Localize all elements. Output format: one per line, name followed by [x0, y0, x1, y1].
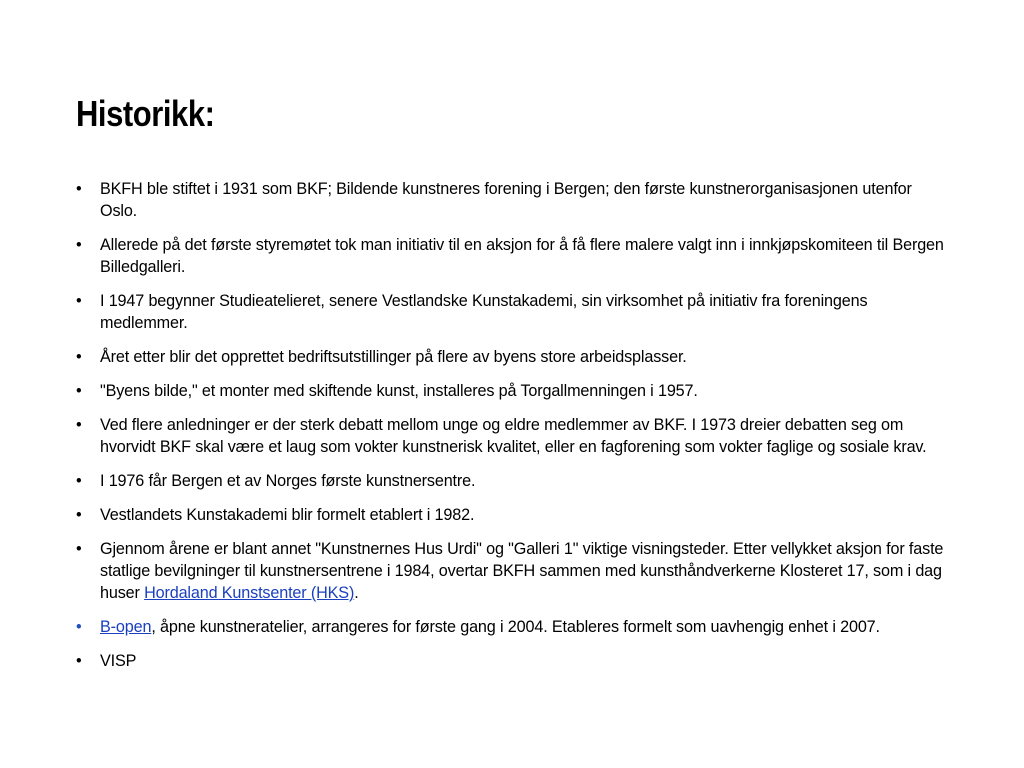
list-item-text: BKFH ble stiftet i 1931 som BKF; Bildende kunstneres forening i Bergen; den første kunstnerorganisasjonen utenfor Oslo.	[100, 180, 912, 220]
slide-title: Historikk:	[76, 93, 215, 134]
list-item-text: Ved flere anledninger er der sterk debatt mellom unge og eldre medlemmer av BKF. I 1973 dreier debatten seg om hvorvidt BKF skal være et laug som vokter kunstnerisk kvalitet, eller en fagforening som vokter faglige og sosiale krav.	[100, 416, 927, 456]
list-item-text-before-link: Gjennom årene er blant annet "Kunstnernes Hus Urdi" og "Galleri 1" viktige visningsteder. Etter vellykket aksjon for faste statlige bevilgninger til kunstnersentrene i 1984, overtar BKFH sammen med kunsthåndverkerne Klosteret 17, som i dag huser	[100, 540, 944, 602]
bullet-icon: •	[76, 292, 82, 310]
list-item	[76, 616, 946, 638]
bullet-icon: •	[76, 416, 82, 434]
list-item	[76, 414, 946, 458]
bullet-icon: •	[76, 236, 82, 254]
list-item	[76, 178, 946, 222]
list-item-text: VISP	[100, 652, 137, 670]
list-item-text	[100, 540, 943, 602]
list-item-text: I 1976 får Bergen et av Norges første kunstnersentre.	[100, 472, 476, 490]
list-item	[76, 346, 946, 368]
list-item-text: Allerede på det første styremøtet tok man initiativ til en aksjon for å få flere malere valgt inn i innkjøpskomiteen til Bergen Billedgalleri.	[100, 236, 944, 276]
bullet-icon: •	[76, 472, 82, 490]
list-item	[76, 234, 946, 278]
bullet-icon: •	[76, 652, 82, 670]
bullet-list	[76, 178, 946, 684]
list-item	[76, 470, 946, 492]
bullet-icon: •	[76, 180, 82, 198]
list-item-text-after-link: , åpne kunstneratelier, arrangeres for første gang i 2004. Etableres formelt som uavhengig enhet i 2007.	[151, 618, 880, 636]
bullet-icon: •	[76, 618, 82, 636]
list-item	[76, 650, 946, 672]
list-item-text	[100, 618, 880, 636]
bullet-icon: •	[76, 506, 82, 524]
list-item-text: Året etter blir det opprettet bedriftsutstillinger på flere av byens store arbeidsplasser.	[100, 348, 687, 366]
b-open-link[interactable]: B-open	[100, 618, 152, 636]
list-item	[76, 504, 946, 526]
list-item	[76, 290, 946, 334]
list-item-text-after-link: .	[354, 584, 359, 602]
list-item-text: I 1947 begynner Studieatelieret, senere Vestlandske Kunstakademi, sin virksomhet på initiativ fra foreningens medlemmer.	[100, 292, 868, 332]
list-item-text: Vestlandets Kunstakademi blir formelt etablert i 1982.	[100, 506, 475, 524]
list-item	[76, 380, 946, 402]
bullet-icon: •	[76, 540, 82, 558]
list-item-text: "Byens bilde," et monter med skiftende kunst, installeres på Torgallmenningen i 1957.	[100, 382, 698, 400]
list-item	[76, 538, 946, 604]
bullet-icon: •	[76, 382, 82, 400]
hordaland-kunstsenter-link[interactable]: Hordaland Kunstsenter (HKS)	[144, 584, 355, 602]
bullet-icon: •	[76, 348, 82, 366]
